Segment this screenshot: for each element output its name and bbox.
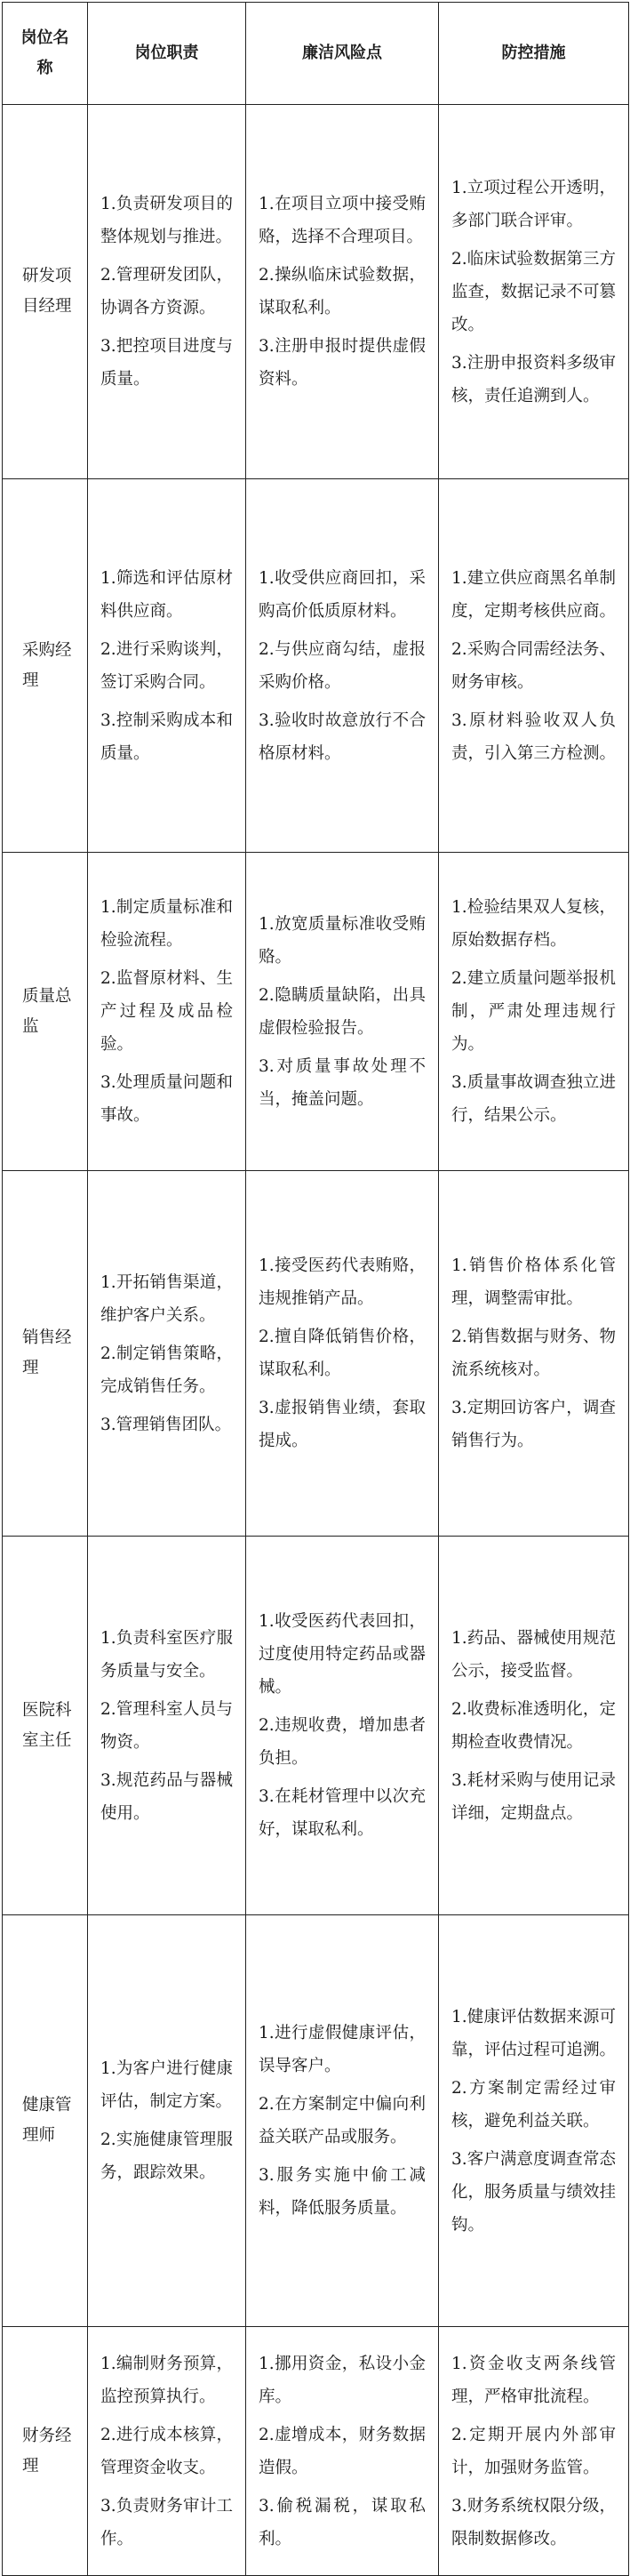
header-duty: 岗位职责 xyxy=(88,3,246,105)
table-row xyxy=(3,479,629,853)
prevention-item: 1.建立供应商黑名单制度，定期考核供应商。 xyxy=(451,568,617,621)
risk-item: 1.放宽质量标准收受贿赂。 xyxy=(259,914,426,967)
prevention-cell xyxy=(439,1171,629,1537)
position-name-finance-manager: 财务经理 xyxy=(3,2327,88,2576)
risk-item: 1.在项目立项中接受贿赂，选择不合理项目。 xyxy=(259,195,426,246)
table-body xyxy=(3,105,629,2576)
duty-item: 2.制定销售策略，完成销售任务。 xyxy=(100,1344,233,1396)
risk-item: 2.在方案制定中偏向利益关联产品或服务。 xyxy=(259,2095,426,2147)
prevention-cell xyxy=(439,2327,629,2576)
prevention-item: 3.定期回访客户，调查销售行为。 xyxy=(451,1399,616,1450)
duty-item: 1.为客户进行健康评估，制定方案。 xyxy=(100,2059,233,2111)
risk-item: 1.收受医药代表回扣，过度使用特定药品或器械。 xyxy=(259,1612,426,1697)
duty-cell xyxy=(88,2327,246,2576)
risk-item: 2.擅自降低销售价格，谋取私利。 xyxy=(259,1328,426,1379)
duty-item: 2.进行成本核算，管理资金收支。 xyxy=(100,2425,233,2477)
table-row xyxy=(3,853,629,1171)
prevention-item: 2.收费标准透明化，定期检查收费情况。 xyxy=(451,1699,616,1752)
risk-item: 2.虚增成本，财务数据造假。 xyxy=(259,2425,426,2477)
duty-cell xyxy=(88,1915,246,2327)
prevention-cell xyxy=(439,479,629,853)
position-name-sales-manager: 销售经理 xyxy=(3,1171,88,1537)
header-prevention: 防控措施 xyxy=(439,3,629,105)
prevention-item: 1.检验结果双人复核，原始数据存档。 xyxy=(451,898,616,950)
prevention-item: 2.方案制定需经过审核，避免利益关联。 xyxy=(451,2078,616,2131)
duty-cell xyxy=(88,105,246,479)
prevention-item: 3.财务系统权限分级，限制数据修改。 xyxy=(451,2496,616,2548)
position-name-quality-director: 质量总监 xyxy=(3,853,88,1171)
duty-item: 3.处理质量问题和事故。 xyxy=(100,1073,233,1125)
risk-item: 1.进行虚假健康评估，误导客户。 xyxy=(259,2024,426,2075)
prevention-item: 1.药品、器械使用规范公示，接受监督。 xyxy=(451,1628,616,1681)
duty-item: 3.控制采购成本和质量。 xyxy=(100,710,233,763)
duty-cell xyxy=(88,1537,246,1915)
prevention-item: 2.临床试验数据第三方监查，数据记录不可篡改。 xyxy=(451,249,617,334)
duty-item: 1.负责科室医疗服务质量与安全。 xyxy=(100,1628,233,1681)
prevention-cell xyxy=(439,853,629,1171)
table-row xyxy=(3,1171,629,1537)
duty-item: 2.管理研发团队，协调各方资源。 xyxy=(100,266,233,317)
prevention-item: 2.建立质量问题举报机制，严肃处理违规行为。 xyxy=(451,969,616,1054)
prevention-item: 3.注册申报资料多级审核，责任追溯到人。 xyxy=(451,353,616,405)
risk-item: 3.在耗材管理中以次充好，谋取私利。 xyxy=(259,1787,426,1839)
duty-item: 2.监督原材料、生产过程及成品检验。 xyxy=(100,969,233,1054)
prevention-cell xyxy=(439,1537,629,1915)
duty-item: 1.筛选和评估原材料供应商。 xyxy=(100,568,233,621)
duty-cell xyxy=(88,1171,246,1537)
prevention-item: 3.质量事故调查独立进行，结果公示。 xyxy=(451,1073,616,1125)
position-name-health-manager: 健康管理师 xyxy=(3,1915,88,2327)
prevention-item: 3.耗材采购与使用记录详细，定期盘点。 xyxy=(451,1770,616,1823)
risk-cell xyxy=(246,1537,439,1915)
duty-item: 2.实施健康管理服务，跟踪效果。 xyxy=(100,2131,233,2182)
risk-item: 3.注册申报时提供虚假资料。 xyxy=(259,337,426,389)
table-row xyxy=(3,105,629,479)
header-position: 岗位名称 xyxy=(3,3,88,105)
position-name-hospital-department-head: 医院科室主任 xyxy=(3,1537,88,1915)
duty-cell xyxy=(88,479,246,853)
prevention-cell xyxy=(439,1915,629,2327)
prevention-item: 1.健康评估数据来源可靠，评估过程可追溯。 xyxy=(451,2007,617,2059)
risk-cell xyxy=(246,1915,439,2327)
risk-cell xyxy=(246,479,439,853)
duty-item: 3.规范药品与器械使用。 xyxy=(100,1770,233,1823)
risk-item: 1.收受供应商回扣，采购高价低质原材料。 xyxy=(259,568,426,621)
prevention-item: 2.定期开展内外部审计，加强财务监管。 xyxy=(451,2425,616,2477)
table-row xyxy=(3,1537,629,1915)
risk-item: 2.隐瞒质量缺陷，出具虚假检验报告。 xyxy=(259,985,426,1038)
prevention-item: 1.销售价格体系化管理，调整需审批。 xyxy=(451,1256,616,1308)
risk-item: 2.与供应商勾结，虚报采购价格。 xyxy=(259,639,426,692)
duty-item: 3.把控项目进度与质量。 xyxy=(100,337,233,389)
prevention-item: 2.销售数据与财务、物流系统核对。 xyxy=(451,1328,616,1379)
risk-cell xyxy=(246,1171,439,1537)
prevention-item: 1.资金收支两条线管理，严格审批流程。 xyxy=(451,2354,616,2406)
duty-item: 1.编制财务预算，监控预算执行。 xyxy=(100,2354,233,2406)
risk-item: 1.挪用资金，私设小金库。 xyxy=(259,2354,426,2406)
position-name-rd-project-manager: 研发项目经理 xyxy=(3,105,88,479)
risk-item: 2.违规收费，增加患者负担。 xyxy=(259,1716,426,1768)
duty-item: 1.制定质量标准和检验流程。 xyxy=(100,898,233,950)
duty-item: 1.开拓销售渠道，维护客户关系。 xyxy=(100,1272,233,1325)
prevention-item: 3.原材料验收双人负责，引入第三方检测。 xyxy=(451,710,617,763)
prevention-item: 3.客户满意度调查常态化，服务质量与绩效挂钩。 xyxy=(451,2149,617,2235)
risk-item: 1.接受医药代表贿赂，违规推销产品。 xyxy=(259,1256,426,1308)
risk-cell xyxy=(246,2327,439,2576)
duty-item: 2.管理科室人员与物资。 xyxy=(100,1699,233,1752)
position-name-purchasing-manager: 采购经理 xyxy=(3,479,88,853)
risk-item: 3.对质量事故处理不当，掩盖问题。 xyxy=(259,1056,426,1109)
risk-item: 3.偷税漏税，谋取私利。 xyxy=(259,2496,426,2548)
risk-item: 3.服务实施中偷工减料，降低服务质量。 xyxy=(259,2166,426,2218)
risk-cell xyxy=(246,853,439,1171)
table-row xyxy=(3,2327,629,2576)
risk-item: 2.操纵临床试验数据，谋取私利。 xyxy=(259,266,426,317)
prevention-item: 2.采购合同需经法务、财务审核。 xyxy=(451,639,616,692)
risk-item: 3.虚报销售业绩，套取提成。 xyxy=(259,1399,426,1450)
prevention-item: 1.立项过程公开透明，多部门联合评审。 xyxy=(451,178,616,230)
prevention-cell xyxy=(439,105,629,479)
integrity-risk-table xyxy=(2,2,629,2576)
risk-cell xyxy=(246,105,439,479)
header-risk: 廉洁风险点 xyxy=(246,3,439,105)
header-row xyxy=(3,3,629,105)
risk-item: 3.验收时故意放行不合格原材料。 xyxy=(259,710,426,763)
duty-item: 3.负责财务审计工作。 xyxy=(100,2496,233,2548)
duty-item: 2.进行采购谈判，签订采购合同。 xyxy=(100,639,233,692)
table-row xyxy=(3,1915,629,2327)
duty-cell xyxy=(88,853,246,1171)
duty-item: 3.管理销售团队。 xyxy=(100,1415,232,1434)
duty-item: 1.负责研发项目的整体规划与推进。 xyxy=(100,195,233,246)
